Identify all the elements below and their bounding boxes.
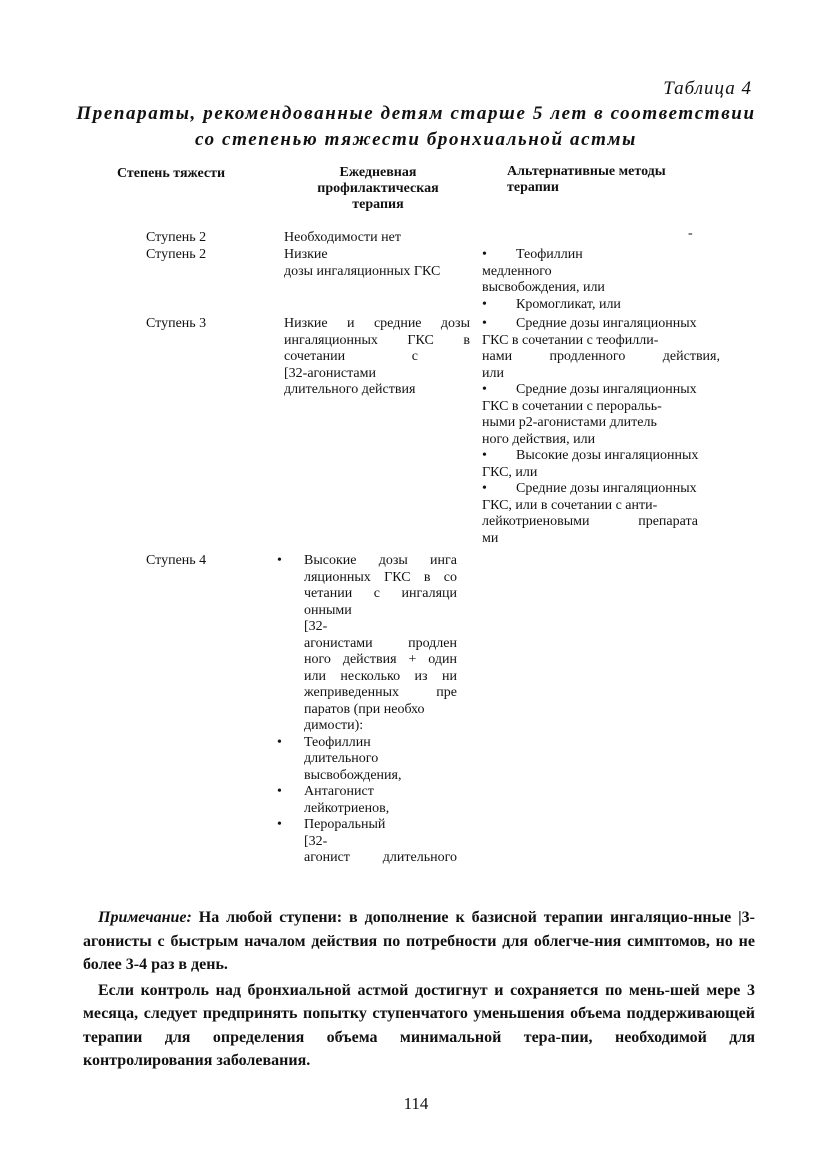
- row-step4-severity: Ступень 4: [146, 553, 207, 568]
- row-step2b-alternatives: [482, 247, 722, 313]
- list-item: • Теофиллин длительного высвобождения,: [277, 734, 402, 783]
- header-daily-therapy: Ежедневная профилактическая терапия: [317, 165, 439, 212]
- list-item: • Высокие дозы инга ляционных ГКС в со четании с ингаляци онными [32- агонистами продлен ного действия + один или несколько из ни жеприведенных пре паратов (при необхо димости):: [277, 553, 457, 733]
- list-item: • Пероральный [32- агонист длительного: [277, 817, 457, 865]
- table-number: Таблица 4: [663, 78, 752, 99]
- note-paragraph-1: Примечание: На любой ступени: в дополнение к базисной терапии ингаляцио-нные |3-агонисты с быстрым началом действия по потребности для облегче-ния симптомов, но не более 3-4 раз в день.: [83, 909, 756, 973]
- list-item: • Теофиллин медленного высвобождения, или: [482, 247, 605, 295]
- list-item: • Высокие дозы ингаляционных ГКС, или: [482, 448, 699, 480]
- row-step3-severity: Ступень 3: [146, 316, 207, 331]
- list-item: • Средние дозы ингаляционных ГКС в сочетании с теофилли- нами продленного действия, или: [482, 316, 720, 381]
- row-step2a-severity: Ступень 2: [146, 230, 207, 245]
- header-severity: Степень тяжести: [117, 166, 226, 181]
- row-step3-daily: Низкие и средние дозы ингаляционных ГКС в сочетании с [32-агонистами длительного действия: [284, 316, 470, 397]
- row-step4-daily: [277, 553, 457, 867]
- note-lead: Примечание:: [98, 909, 192, 926]
- row-step2b-daily: Низкие дозы ингаляционных ГКС: [284, 247, 441, 279]
- header-alternative-therapy: Альтернативные методы терапии: [507, 164, 666, 195]
- note-paragraph-2: Если контроль над бронхиальной астмой достигнут и сохраняется по мень-шей мере 3 месяца, следует предпринять попытку ступенчатого уменьшения объема поддерживающей терапии для определения объема минимальной тера-пии, необходимой для контролирования заболевания.: [83, 981, 755, 1069]
- table-title-line-2: со степенью тяжести бронхиальной астмы: [195, 129, 637, 150]
- list-item: • Средние дозы ингаляционных ГКС, или в сочетании с анти- лейкотриеновыми препарата ми: [482, 481, 698, 546]
- list-item: • Средние дозы ингаляционных ГКС в сочетании с пероральь- ными р2-агонистами длитель ного действия, или: [482, 382, 697, 447]
- row-step2a-daily: Необходимости нет: [284, 230, 401, 245]
- table-title-line-1: Препараты, рекомендованные детям старше 5 лет в соответствии: [76, 103, 756, 124]
- list-item: • Антагонист лейкотриенов,: [277, 784, 390, 816]
- row-step2b-severity: Ступень 2: [146, 247, 207, 262]
- page-number: 114: [403, 1094, 429, 1113]
- list-item: • Кромогликат, или: [482, 296, 621, 312]
- row-step3-alternatives: [482, 316, 720, 547]
- row-step2a-alt-dash: -: [688, 226, 693, 241]
- note-block: [83, 906, 755, 1073]
